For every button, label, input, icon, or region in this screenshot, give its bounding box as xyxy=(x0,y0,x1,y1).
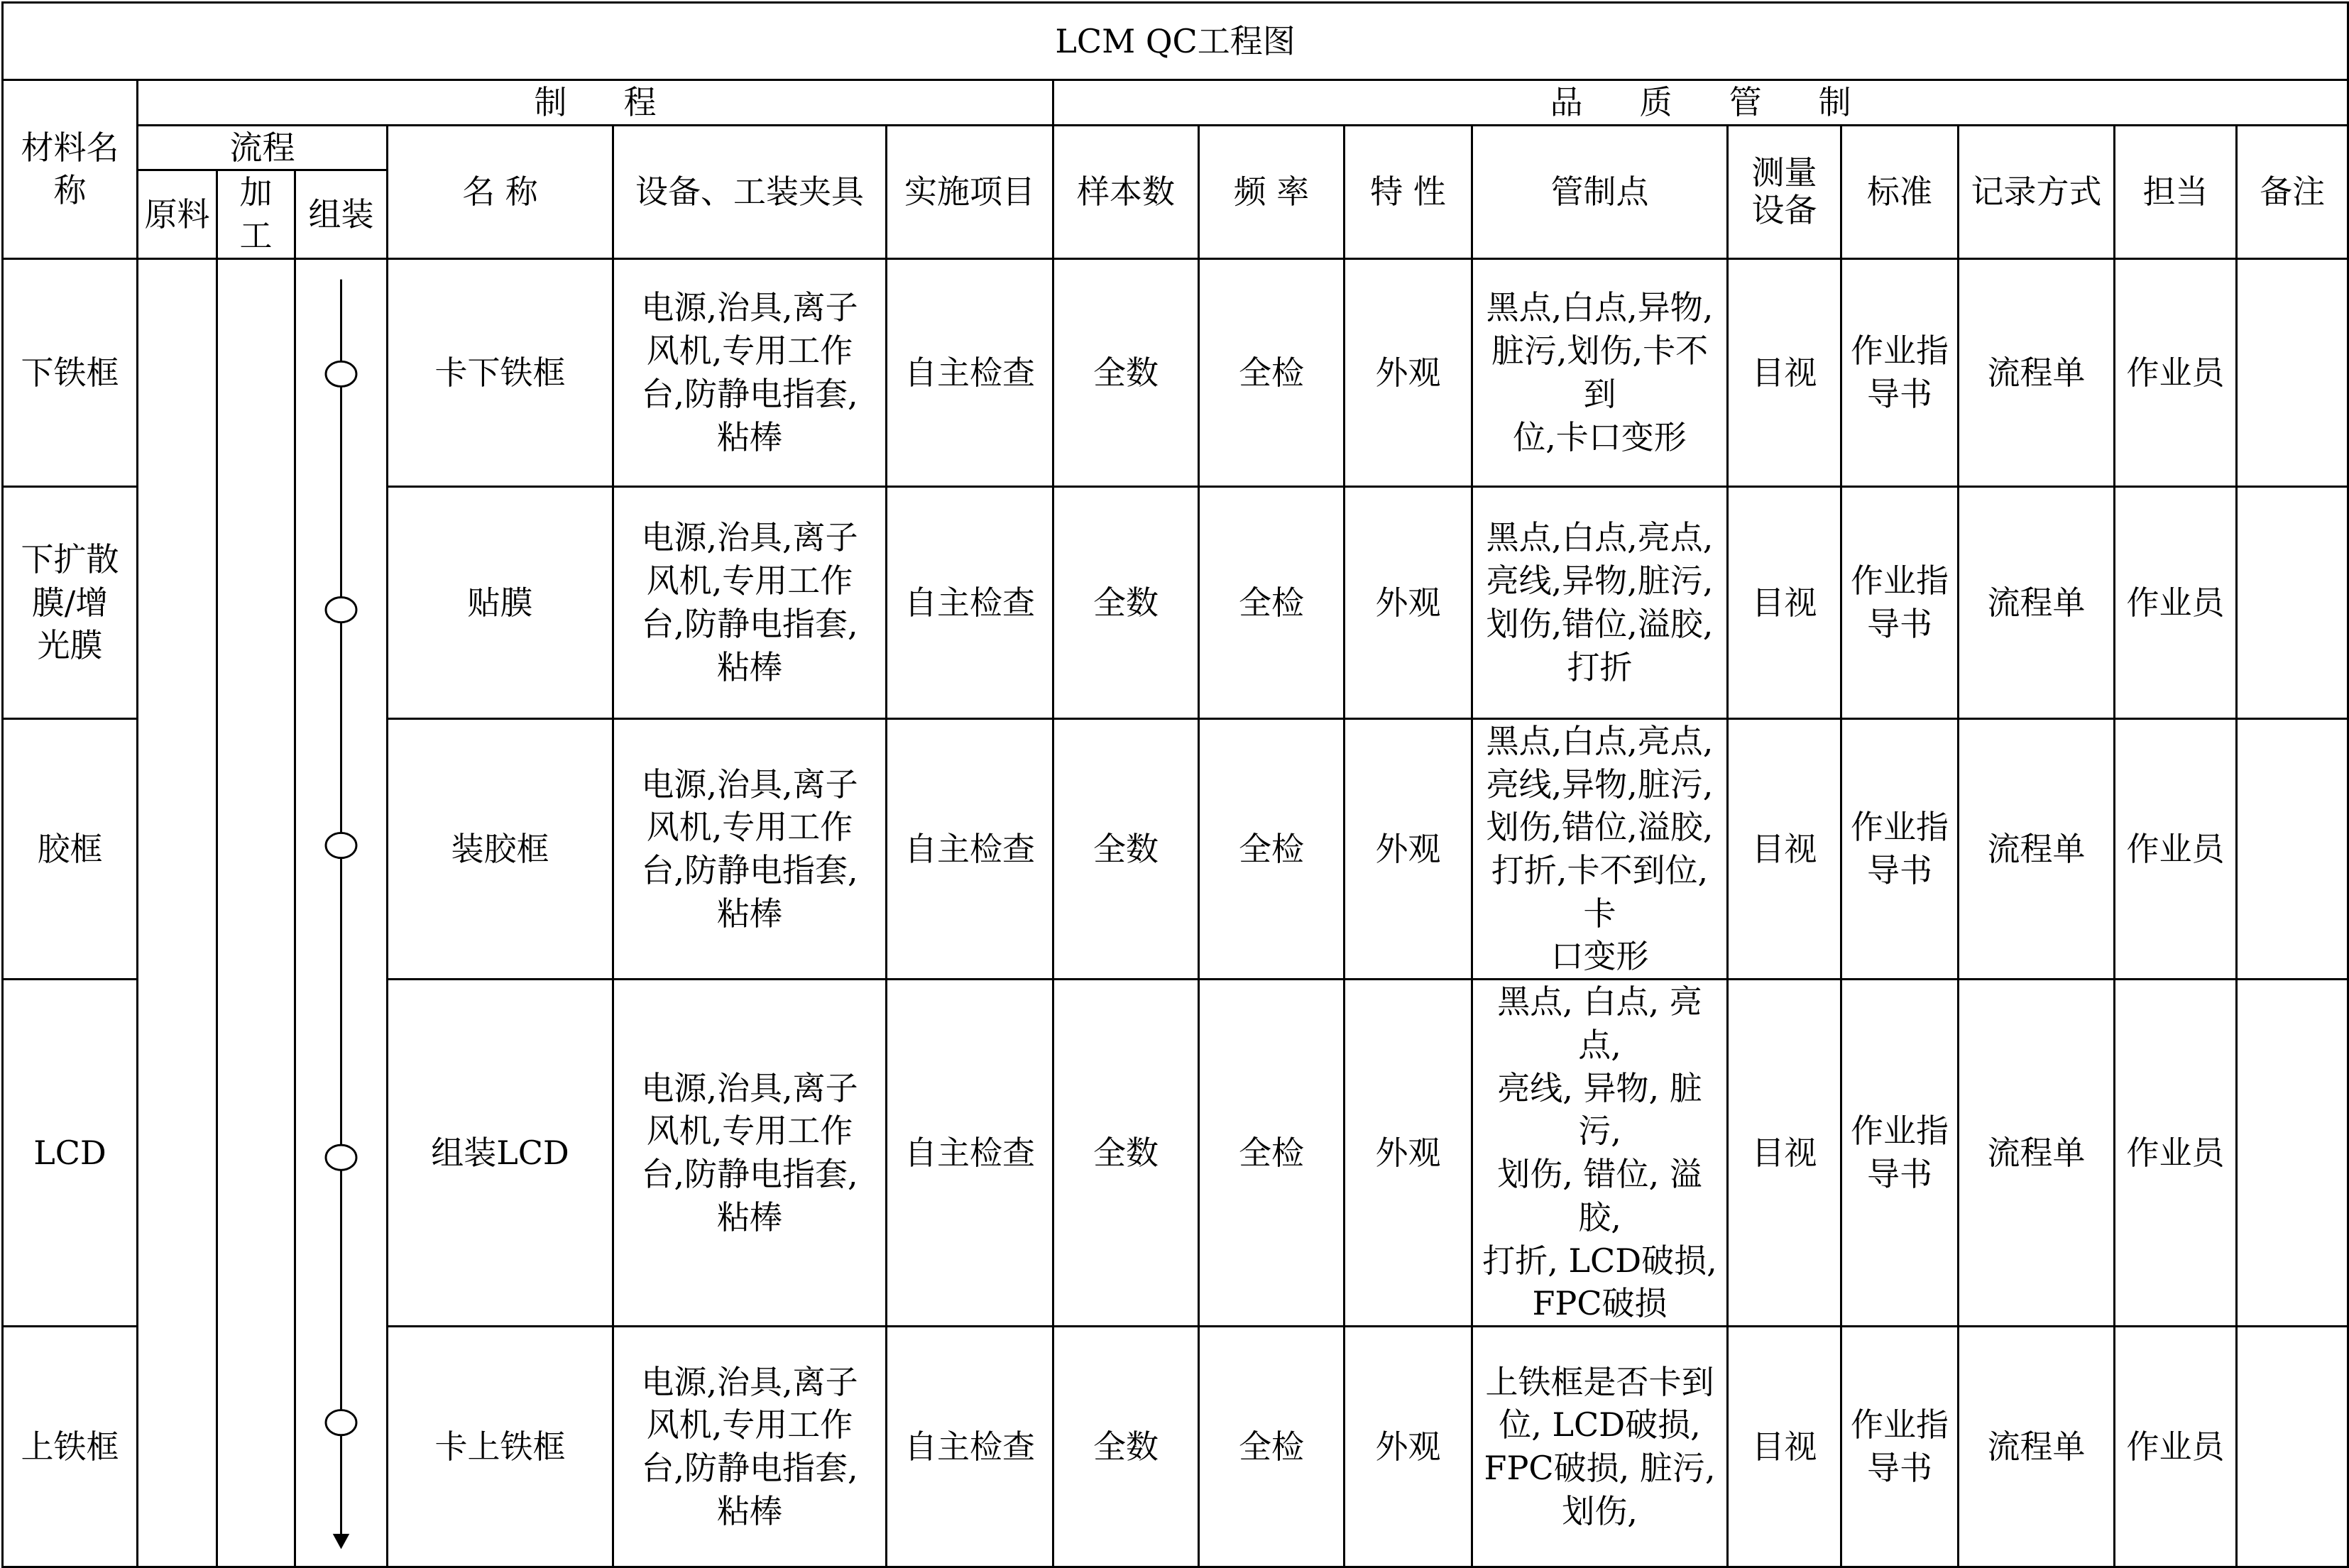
cell-measure: 目视 xyxy=(1728,258,1841,486)
header-flow-raw: 原料 xyxy=(138,170,217,258)
material-line: 上铁框 xyxy=(21,1427,119,1466)
standard-line: 导书 xyxy=(1867,374,1932,413)
equipment-line: 电源,治具,离子 xyxy=(641,1362,858,1401)
cell-equipment xyxy=(613,1326,887,1567)
header-frequency: 频 率 xyxy=(1199,125,1345,258)
equipment-line: 台,防静电指套, xyxy=(641,374,858,413)
equipment-line: 台,防静电指套, xyxy=(641,604,858,643)
control-line: 划伤,错位,溢胶, xyxy=(1486,604,1714,643)
control-line: 亮线, 异物, 脏污, xyxy=(1497,1068,1702,1151)
cell-sample: 全数 xyxy=(1053,258,1199,486)
header-flow-process: 加工 xyxy=(217,170,295,258)
section-process xyxy=(138,80,1053,126)
control-line: 黑点,白点,亮点, xyxy=(1486,518,1714,557)
header-flow-assembly: 组装 xyxy=(295,170,388,258)
cell-item: 自主检查 xyxy=(887,718,1053,979)
header-material-label: 材料名称 xyxy=(21,128,119,210)
flow-diagram xyxy=(296,260,386,1566)
cell-item: 自主检查 xyxy=(887,486,1053,718)
control-line: 上铁框是否卡到 xyxy=(1485,1362,1714,1401)
control-line: FPC破损 xyxy=(1532,1284,1668,1323)
cell-remark xyxy=(2237,980,2348,1327)
cell-standard xyxy=(1841,980,1959,1327)
section-quality-char-1: 品 xyxy=(1550,83,1583,121)
equipment-line: 风机,专用工作 xyxy=(646,331,853,371)
qc-sheet xyxy=(1,1,2347,1530)
cell-remark xyxy=(2237,258,2348,486)
equipment-line: 风机,专用工作 xyxy=(646,808,853,847)
cell-frequency: 全检 xyxy=(1199,718,1345,979)
cell-equipment xyxy=(613,718,887,979)
qc-table xyxy=(1,1,2349,1568)
header-record: 记录方式 xyxy=(1959,125,2115,258)
header-standard: 标准 xyxy=(1841,125,1959,258)
control-line: FPC破损, 脏污, xyxy=(1484,1448,1716,1487)
cell-frequency: 全检 xyxy=(1199,486,1345,718)
cell-name: 贴膜 xyxy=(388,486,613,718)
control-line: 打折, LCD破损, xyxy=(1482,1241,1717,1280)
standard-line: 作业指 xyxy=(1851,1112,1949,1151)
header-flow: 流程 xyxy=(138,125,388,170)
cell-remark xyxy=(2237,486,2348,718)
cell-name: 装胶框 xyxy=(388,718,613,979)
cell-control-point xyxy=(1472,718,1728,979)
cell-frequency: 全检 xyxy=(1199,258,1345,486)
flow-assembly-column xyxy=(295,258,388,1567)
equipment-line: 粘棒 xyxy=(717,417,782,456)
control-line: 位,卡口变形 xyxy=(1513,417,1687,456)
equipment-line: 电源,治具,离子 xyxy=(641,1068,858,1107)
material-line: 下扩散 xyxy=(21,539,119,579)
flow-raw-column xyxy=(138,258,217,1567)
cell-material xyxy=(3,486,138,718)
cell-record: 流程单 xyxy=(1959,258,2115,486)
equipment-line: 电源,治具,离子 xyxy=(641,764,858,804)
cell-characteristic: 外观 xyxy=(1345,718,1472,979)
control-line: 划伤, xyxy=(1562,1491,1638,1530)
cell-measure: 目视 xyxy=(1728,486,1841,718)
cell-equipment xyxy=(613,486,887,718)
section-quality-char-3: 管 xyxy=(1729,83,1762,121)
cell-characteristic: 外观 xyxy=(1345,486,1472,718)
standard-line: 导书 xyxy=(1867,1155,1932,1194)
flow-node-4 xyxy=(326,1145,356,1170)
control-line: 位, LCD破损, xyxy=(1499,1405,1701,1444)
section-process-char-2: 程 xyxy=(623,83,657,121)
header-measure xyxy=(1728,125,1841,258)
standard-line: 作业指 xyxy=(1851,331,1949,371)
cell-equipment xyxy=(613,258,887,486)
cell-control-point xyxy=(1472,486,1728,718)
standard-line: 导书 xyxy=(1867,851,1932,890)
control-line: 黑点,白点,亮点, xyxy=(1486,721,1714,760)
control-line: 打折,卡不到位,卡 xyxy=(1491,851,1709,933)
cell-owner: 作业员 xyxy=(2115,980,2237,1327)
standard-line: 作业指 xyxy=(1851,808,1949,847)
control-line: 打折 xyxy=(1567,647,1633,686)
header-owner: 担当 xyxy=(2115,125,2237,258)
cell-standard xyxy=(1841,258,1959,486)
flow-node-1 xyxy=(326,361,356,386)
cell-item: 自主检查 xyxy=(887,1326,1053,1567)
cell-name: 卡上铁框 xyxy=(388,1326,613,1567)
cell-material xyxy=(3,980,138,1327)
header-characteristic: 特 性 xyxy=(1345,125,1472,258)
standard-line: 导书 xyxy=(1867,604,1932,643)
cell-sample: 全数 xyxy=(1053,718,1199,979)
section-quality-char-2: 质 xyxy=(1639,83,1672,121)
standard-line: 作业指 xyxy=(1851,1405,1949,1444)
cell-owner: 作业员 xyxy=(2115,486,2237,718)
cell-owner: 作业员 xyxy=(2115,258,2237,486)
cell-record: 流程单 xyxy=(1959,980,2115,1327)
material-line: 膜/增 xyxy=(31,583,109,622)
header-control-point: 管制点 xyxy=(1472,125,1728,258)
cell-material xyxy=(3,718,138,979)
cell-control-point xyxy=(1472,1326,1728,1567)
cell-measure: 目视 xyxy=(1728,1326,1841,1567)
cell-control-point xyxy=(1472,980,1728,1327)
cell-sample: 全数 xyxy=(1053,980,1199,1327)
table-row xyxy=(3,258,2348,486)
flow-node-5 xyxy=(326,1410,356,1435)
control-line: 划伤, 错位, 溢胶, xyxy=(1497,1155,1702,1237)
cell-standard xyxy=(1841,718,1959,979)
header-material xyxy=(3,80,138,259)
equipment-line: 台,防静电指套, xyxy=(641,1448,858,1487)
cell-equipment xyxy=(613,980,887,1327)
material-line: 胶框 xyxy=(37,829,103,868)
equipment-line: 粘棒 xyxy=(717,1197,782,1237)
standard-line: 作业指 xyxy=(1851,561,1949,601)
header-item: 实施项目 xyxy=(887,125,1053,258)
cell-record: 流程单 xyxy=(1959,1326,2115,1567)
cell-item: 自主检查 xyxy=(887,258,1053,486)
cell-standard xyxy=(1841,1326,1959,1567)
equipment-line: 台,防静电指套, xyxy=(641,1155,858,1194)
control-line: 黑点, 白点, 亮点, xyxy=(1497,982,1702,1064)
control-line: 亮线,异物,脏污, xyxy=(1486,561,1714,601)
cell-name: 组装LCD xyxy=(388,980,613,1327)
equipment-line: 风机,专用工作 xyxy=(646,1405,853,1444)
cell-remark xyxy=(2237,718,2348,979)
cell-name: 卡下铁框 xyxy=(388,258,613,486)
cell-record: 流程单 xyxy=(1959,718,2115,979)
equipment-line: 电源,治具,离子 xyxy=(641,518,858,557)
equipment-line: 风机,专用工作 xyxy=(646,1112,853,1151)
header-measure-label: 测量设备 xyxy=(1751,153,1817,230)
equipment-line: 粘棒 xyxy=(717,647,782,686)
cell-control-point xyxy=(1472,258,1728,486)
section-quality xyxy=(1053,80,2348,126)
header-equipment: 设备、工装夹具 xyxy=(613,125,887,258)
control-line: 黑点,白点,异物, xyxy=(1486,288,1714,327)
cell-item: 自主检查 xyxy=(887,980,1053,1327)
cell-material xyxy=(3,258,138,486)
cell-frequency: 全检 xyxy=(1199,1326,1345,1567)
cell-sample: 全数 xyxy=(1053,1326,1199,1567)
control-line: 口变形 xyxy=(1550,937,1649,976)
cell-measure: 目视 xyxy=(1728,980,1841,1327)
header-name: 名 称 xyxy=(388,125,613,258)
material-line: LCD xyxy=(33,1133,106,1172)
cell-material xyxy=(3,1326,138,1567)
page-title: LCM QC工程图 xyxy=(3,3,2348,80)
equipment-line: 台,防静电指套, xyxy=(641,851,858,890)
header-remark: 备注 xyxy=(2237,125,2348,258)
cell-owner: 作业员 xyxy=(2115,718,2237,979)
cell-characteristic: 外观 xyxy=(1345,258,1472,486)
cell-record: 流程单 xyxy=(1959,486,2115,718)
cell-frequency: 全检 xyxy=(1199,980,1345,1327)
flow-arrow-down-icon xyxy=(333,1534,349,1549)
flow-node-3 xyxy=(326,833,356,857)
section-process-char-1: 制 xyxy=(534,83,567,121)
cell-sample: 全数 xyxy=(1053,486,1199,718)
header-sample: 样本数 xyxy=(1053,125,1199,258)
standard-line: 导书 xyxy=(1867,1448,1932,1487)
cell-owner: 作业员 xyxy=(2115,1326,2237,1567)
cell-characteristic: 外观 xyxy=(1345,980,1472,1327)
equipment-line: 粘棒 xyxy=(717,1491,782,1530)
section-quality-char-4: 制 xyxy=(1818,83,1851,121)
flow-node-2 xyxy=(326,597,356,622)
control-line: 亮线,异物,脏污, xyxy=(1486,764,1714,804)
cell-measure: 目视 xyxy=(1728,718,1841,979)
control-line: 脏污,划伤,卡不到 xyxy=(1491,331,1709,413)
cell-characteristic: 外观 xyxy=(1345,1326,1472,1567)
equipment-line: 风机,专用工作 xyxy=(646,561,853,601)
control-line: 划伤,错位,溢胶, xyxy=(1486,808,1714,847)
flow-process-column xyxy=(217,258,295,1567)
equipment-line: 粘棒 xyxy=(717,894,782,933)
cell-standard xyxy=(1841,486,1959,718)
cell-remark xyxy=(2237,1326,2348,1567)
material-line: 光膜 xyxy=(37,626,103,665)
equipment-line: 电源,治具,离子 xyxy=(641,288,858,327)
material-line: 下铁框 xyxy=(21,353,119,392)
